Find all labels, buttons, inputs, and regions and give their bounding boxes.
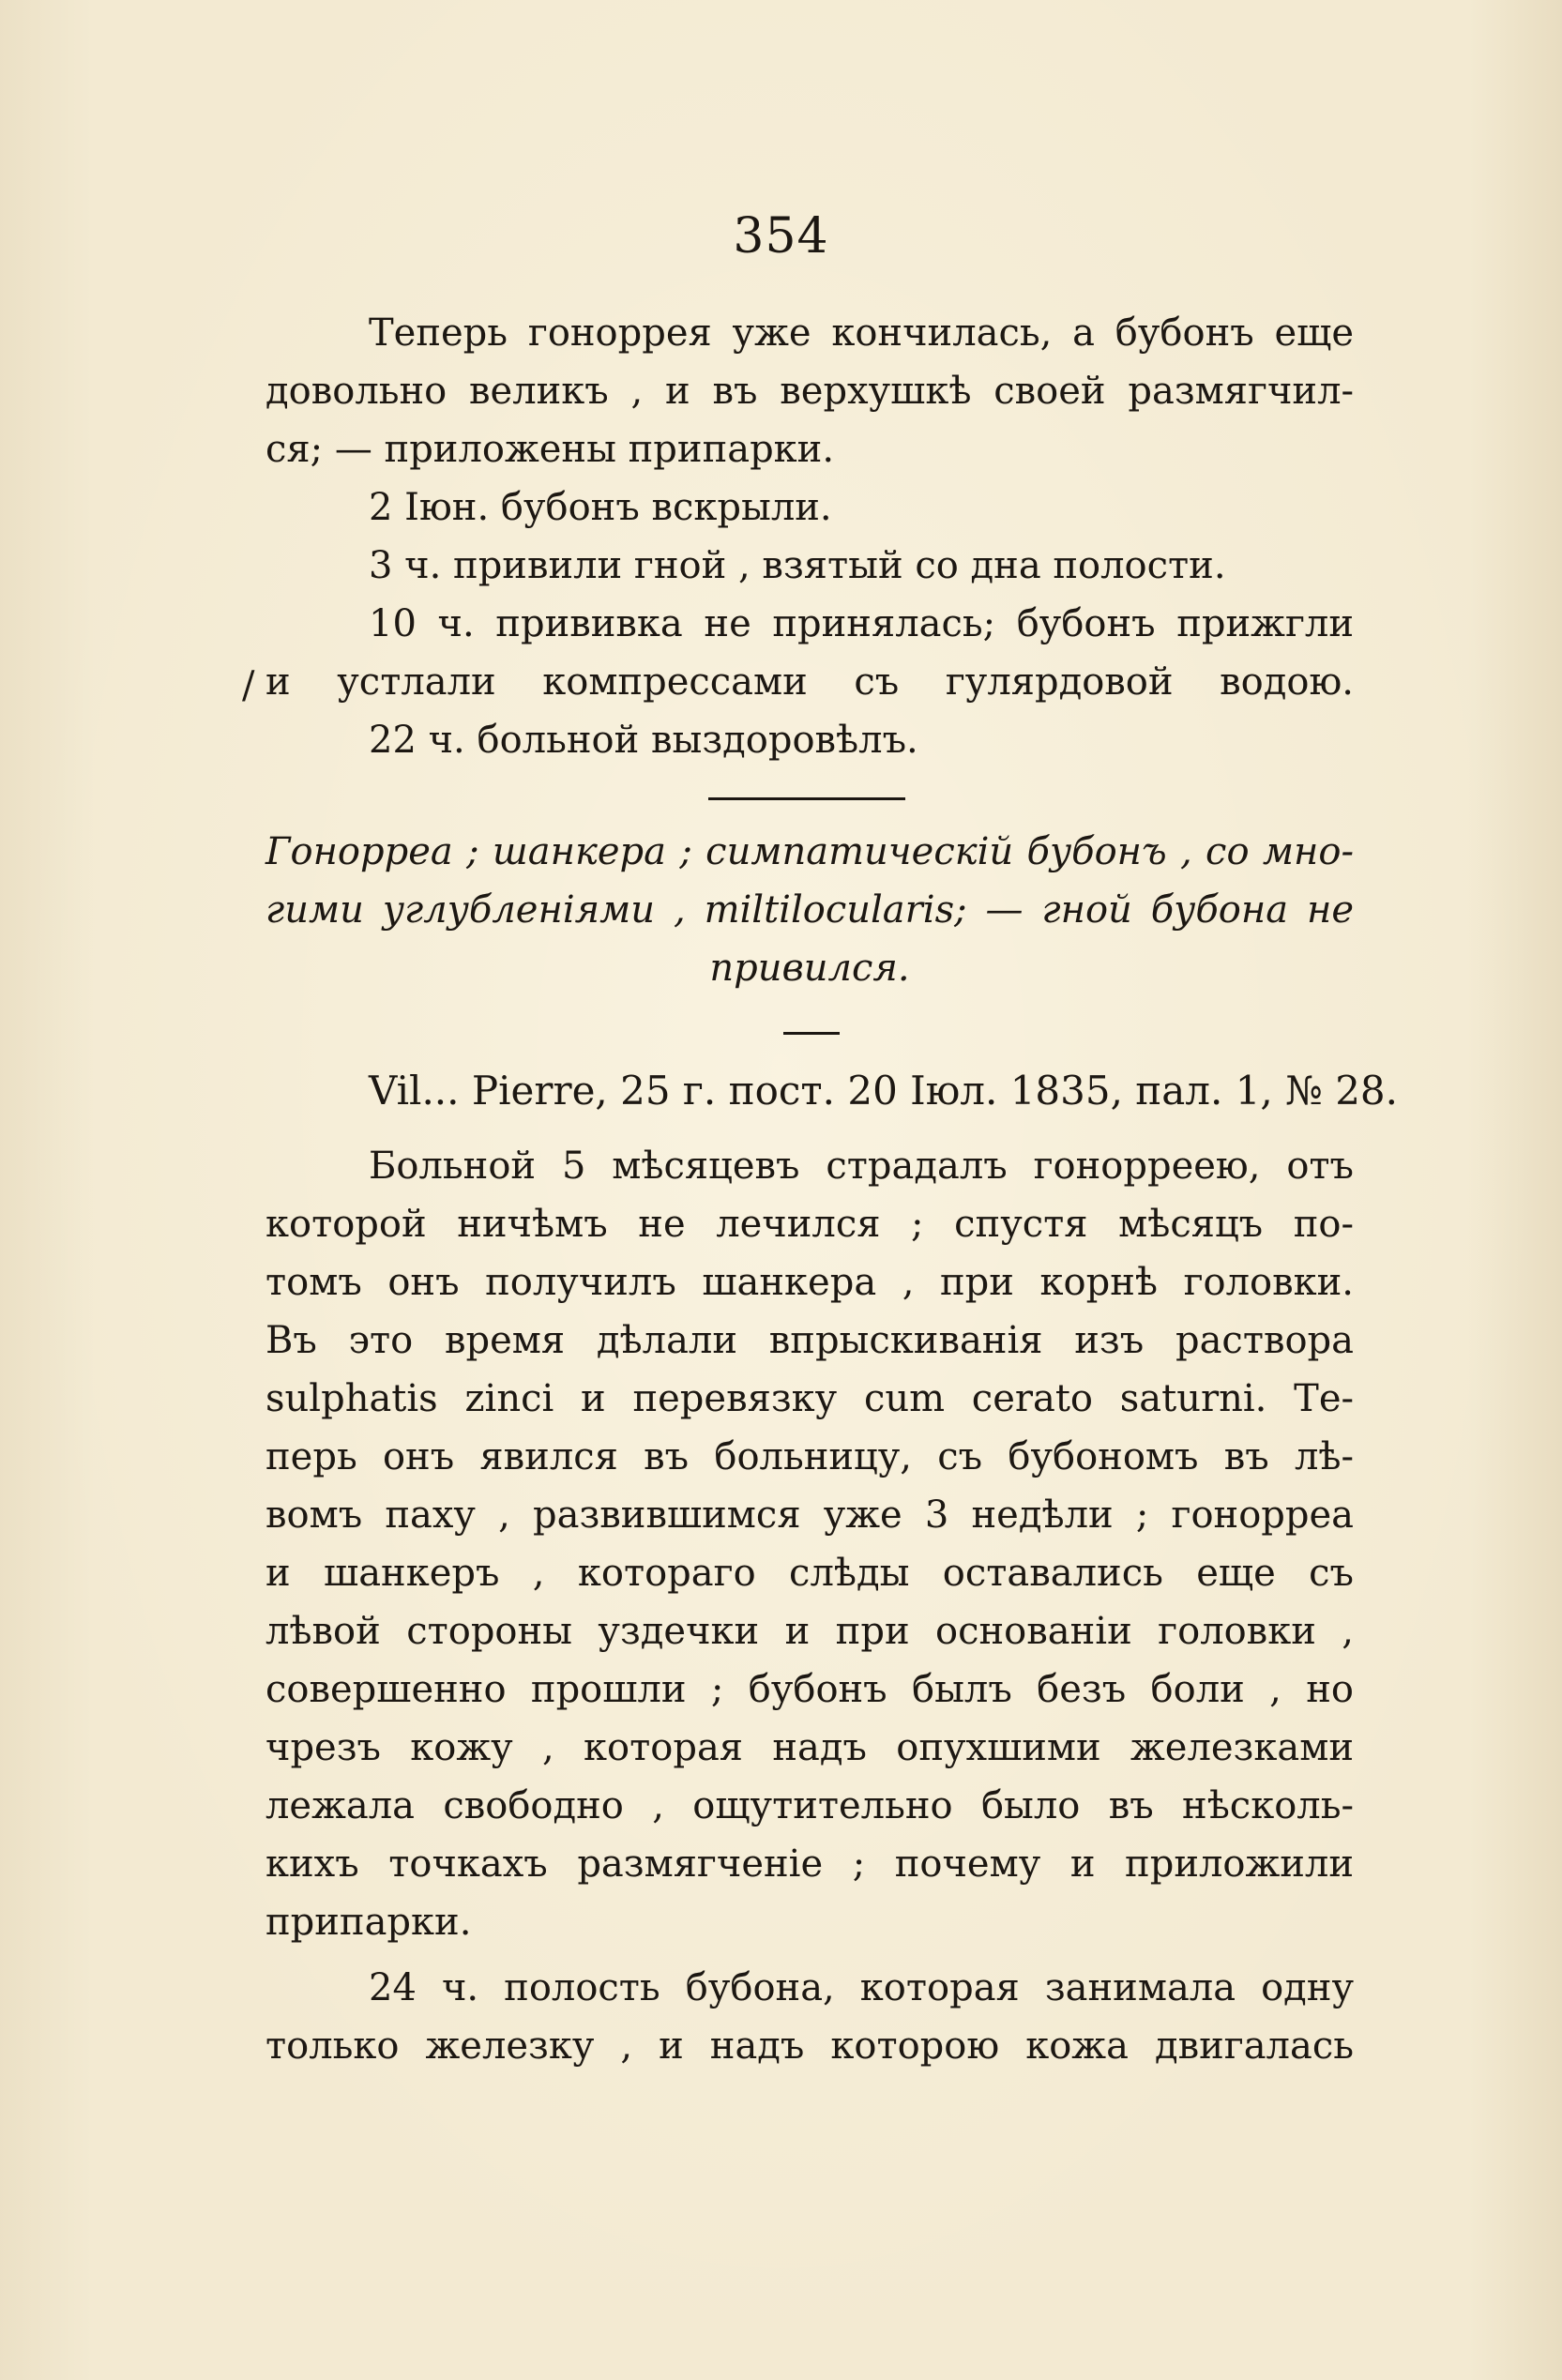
text-line: томъ онъ получилъ шанкера , при корнѣ головки.: [265, 1261, 1354, 1304]
text-line: которой ничѣмъ не лечился ; спустя мѣсяцъ по-: [265, 1203, 1354, 1246]
heading-line: привился.: [709, 947, 910, 990]
text-line: совершенно прошли ; бубонъ былъ безъ боли , но: [265, 1668, 1354, 1711]
text-line: Теперь гоноррея уже кончилась, а бубонъ еще: [369, 311, 1354, 355]
text-line: кихъ точкахъ размягченіе ; почему и приложили: [265, 1842, 1354, 1886]
case-title: Vil... Pierre, 25 г. пост. 20 Іюл. 1835, пал. 1, № 28.: [369, 1068, 1399, 1114]
section-divider: [708, 797, 905, 800]
heading-line: гими углубленіями , miltilocularis; — гной бубона не: [265, 888, 1354, 932]
text-line: чрезъ кожу , которая надъ опухшими железками: [265, 1726, 1354, 1769]
entry-line: 2 Іюн. бубонъ вскрыли.: [369, 486, 832, 529]
text-line: вомъ паху , развившимся уже 3 недѣли ; гонорреа: [265, 1493, 1354, 1537]
text-line: Больной 5 мѣсяцевъ страдалъ гонорреею, отъ: [369, 1145, 1354, 1188]
text-line: ся; — приложены припарки.: [265, 428, 835, 471]
text-line: лѣвой стороны уздечки и при основаніи головки ,: [265, 1610, 1354, 1653]
text-line: перь онъ явился въ больницу, съ бубономъ въ лѣ-: [265, 1435, 1354, 1478]
entry-line: и устлали компрессами съ гулярдовой водою.: [265, 660, 1354, 704]
text-line: припарки.: [265, 1901, 472, 1944]
text-line: и шанкеръ , котораго слѣды оставались еще съ: [265, 1552, 1354, 1595]
entry-line: 22 ч. больной выздоровѣлъ.: [369, 719, 918, 762]
entry-line: 10 ч. прививка не принялась; бубонъ прижгли: [369, 602, 1354, 645]
margin-mark: /: [242, 664, 255, 707]
text-line: Въ это время дѣлали впрыскиванія изъ раствора: [265, 1319, 1354, 1362]
text-line: 24 ч. полость бубона, которая занимала одну: [369, 1966, 1354, 2009]
heading-line: Гонорреа ; шанкера ; симпатическій бубонъ , со мно-: [265, 830, 1354, 873]
text-line: лежала свободно , ощутительно было въ нѣсколь-: [265, 1784, 1354, 1827]
text-line: только железку , и надъ которою кожа двигалась: [265, 2024, 1354, 2068]
short-divider: [783, 1032, 840, 1035]
text-line: довольно великъ , и въ верхушкѣ своей размягчил-: [265, 370, 1354, 413]
page-number: 354: [733, 208, 829, 265]
text-line: sulphatis zinci и перевязку cum cerato saturni. Те-: [265, 1377, 1354, 1420]
entry-line: 3 ч. привили гной , взятый со дна полости.: [369, 544, 1226, 587]
